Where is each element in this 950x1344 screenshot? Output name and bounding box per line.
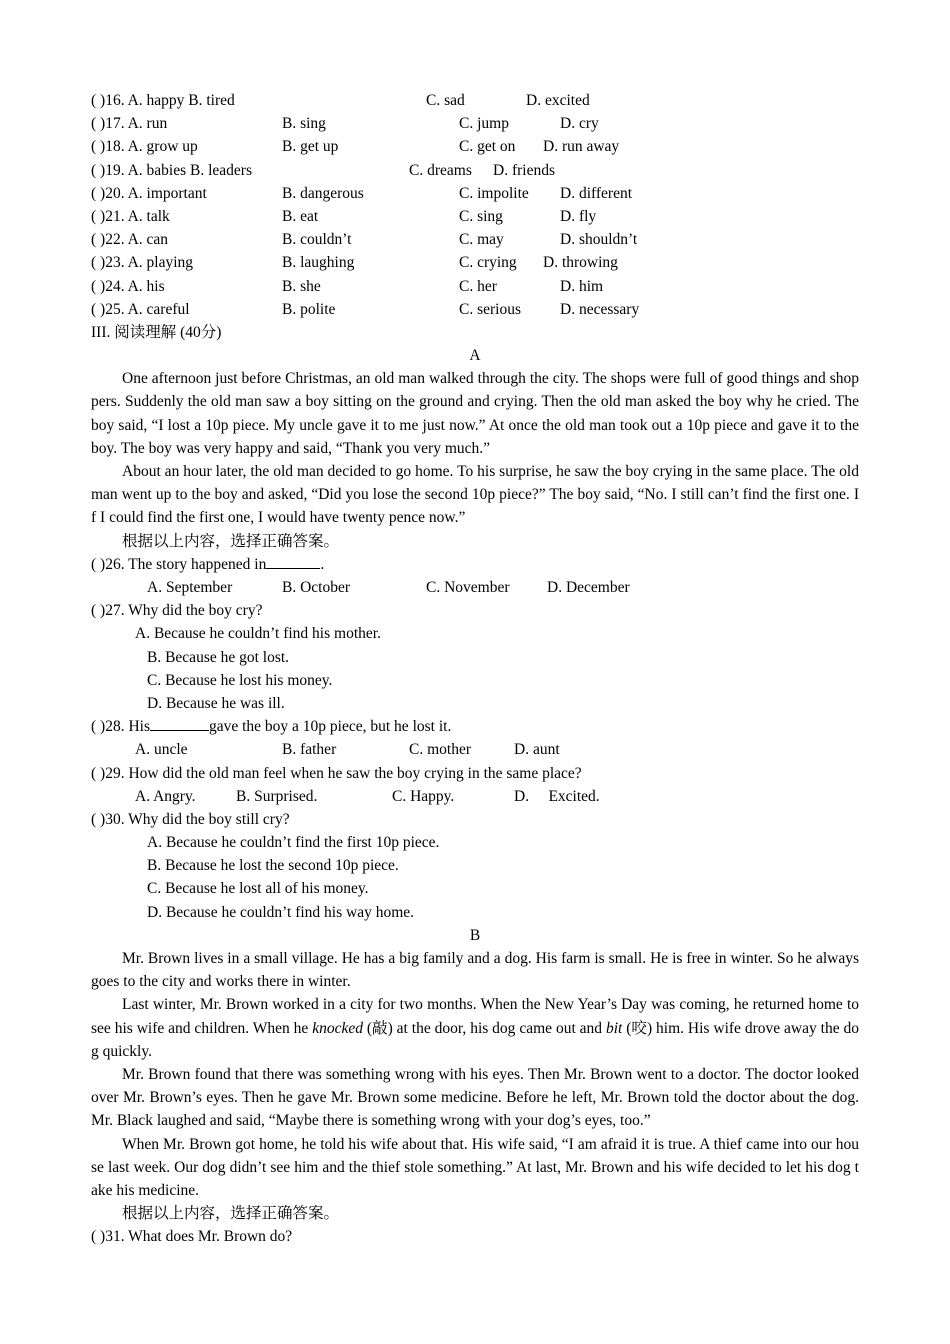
question-28-options: A. uncle B. father C. mother D. aunt xyxy=(135,741,560,759)
question-21: ( )21. A. talk B. eat C. sing D. fly xyxy=(91,207,597,225)
question-28-stem: ( )28. His gave the boy a 10p piece, but he lost it. xyxy=(91,718,452,736)
passage-b-paragraph-3: Mr. Brown found that there was something wrong with his eyes. Then Mr. Brown went to a doctor. The doctor looked over Mr. Brown’s eyes. Then he gave Mr. Brown some medicine. Before he left, Mr. Brown told the doctor about the dog. Mr. Black laughed and said, “Maybe there is something wrong with your dog’s eyes, too.” xyxy=(91,1066,859,1130)
passage-a-paragraph-1: One afternoon just before Christmas, an old man walked through the city. The shops were full of good things and shoppers. Suddenly the old man saw a boy sitting on the ground and crying. Then the old man asked the boy why he cried. The boy said, “I lost a 10p piece. My uncle gave it to me just now.” At once the old man took out a 10p piece and gave it to the boy. The boy was very happy and said, “Thank you very much.” xyxy=(91,370,859,457)
question-27-option-b: B. Because he got lost. xyxy=(147,648,290,666)
answer-blank xyxy=(266,554,320,569)
passage-b-instruction: 根据以上内容，选择正确答案。 xyxy=(122,1205,340,1223)
question-29-options: A. Angry. B. Surprised. C. Happy. D. Excited. xyxy=(135,787,600,805)
question-27-option-a: A. Because he couldn’t find his mother. xyxy=(135,625,381,643)
exam-page xyxy=(91,89,859,1249)
section-heading: III. 阅读理解 (40分) xyxy=(91,323,222,341)
question-26-stem: ( )26. The story happened in . xyxy=(91,555,325,573)
passage-b-label: B xyxy=(469,926,481,944)
answer-blank xyxy=(150,716,209,731)
question-26-options: A. September B. October C. November D. December xyxy=(147,579,630,597)
passage-b-paragraph-1: Mr. Brown lives in a small village. He has a big family and a dog. His farm is small. He is free in winter. So he always goes to the city and works there in winter. xyxy=(91,950,859,991)
question-30-option-c: C. Because he lost all of his money. xyxy=(147,880,369,898)
question-30-option-a: A. Because he couldn’t find the first 10p piece. xyxy=(147,834,440,852)
question-29: ( )29. How did the old man feel when he saw the boy crying in the same place? xyxy=(91,764,582,782)
question-31: ( )31. What does Mr. Brown do? xyxy=(91,1228,293,1246)
question-16: ( )16. A. happy B. tired C. sad D. excited xyxy=(91,92,590,109)
passage-a-paragraph-2: About an hour later, the old man decided to go home. To his surprise, he saw the boy crying in the same place. The old man went up to the boy and asked, “Did you lose the second 10p piece?” The boy said, “No. I still can’t find the first one. If I could find the first one, I would have twenty pence now.” xyxy=(91,463,859,527)
question-22: ( )22. A. can B. couldn’t C. may D. shouldn’t xyxy=(91,231,638,249)
question-18: ( )18. A. grow up B. get up C. get on D. run away xyxy=(91,138,620,156)
passage-b-paragraph-2: Last winter, Mr. Brown worked in a city for two months. When the New Year’s Day was coming, he returned home to see his wife and children. When he knocked (敲) at the door, his dog came out and bit (咬) him. His wife drove away the dog quickly. xyxy=(91,996,859,1060)
question-24: ( )24. A. his B. she C. her D. him xyxy=(91,277,604,295)
question-26 xyxy=(91,553,859,576)
passage-a-instruction: 根据以上内容，选择正确答案。 xyxy=(122,532,340,550)
question-27: ( )27. Why did the boy cry? xyxy=(91,602,263,620)
question-27-option-d: D. Because he was ill. xyxy=(147,694,285,712)
question-19: ( )19. A. babies B. leaders C. dreams D. friends xyxy=(91,161,555,179)
question-17: ( )17. A. run B. sing C. jump D. cry xyxy=(91,115,599,133)
question-28 xyxy=(91,715,859,738)
question-20: ( )20. A. important B. dangerous C. impolite D. different xyxy=(91,184,633,202)
passage-b-paragraph-4: When Mr. Brown got home, he told his wife about that. His wife said, “I am afraid it is true. A thief came into our house last week. Our dog didn’t see him and the thief stole something.” At last, Mr. Brown and his wife decided to let his dog take his medicine. xyxy=(91,1135,859,1200)
question-30-option-b: B. Because he lost the second 10p piece. xyxy=(147,857,399,875)
question-23: ( )23. A. playing B. laughing C. crying D. throwing xyxy=(91,254,618,272)
passage-a-label: A xyxy=(469,347,481,365)
question-30: ( )30. Why did the boy still cry? xyxy=(91,810,290,828)
question-27-option-c: C. Because he lost his money. xyxy=(147,671,333,689)
question-30-option-d: D. Because he couldn’t find his way home. xyxy=(147,903,415,921)
question-25: ( )25. A. careful B. polite C. serious D. necessary xyxy=(91,300,640,318)
